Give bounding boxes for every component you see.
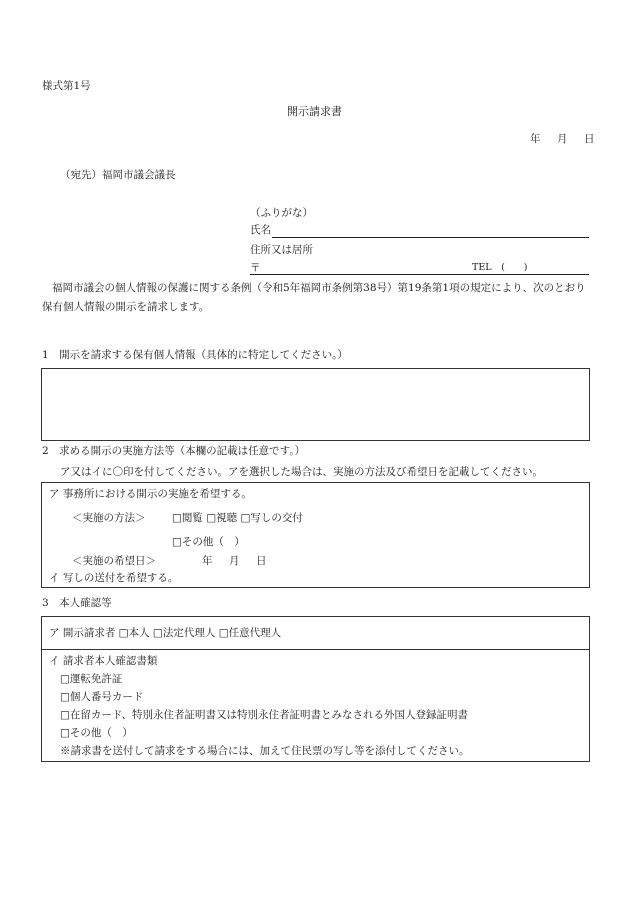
name-label: 氏名 [250, 224, 271, 236]
intro-paragraph: 福岡市議会の個人情報の保護に関する条例（令和5年福岡市条例第38号）第19条第1項の規定により、次のとおり保有個人情報の開示を請求します。 [42, 282, 586, 313]
id-doc-item[interactable]: □運転免許証 [60, 673, 123, 685]
identity-divider [42, 649, 589, 650]
option-a[interactable]: ア 事務所における開示の実施を希望する。 [49, 488, 252, 500]
requester-type[interactable]: ア 開示請求者 □本人 □法定代理人 □任意代理人 [49, 627, 282, 639]
address-field[interactable] [250, 274, 589, 275]
id-doc-item[interactable]: □その他（ ） [60, 727, 133, 739]
address-label: 住所又は居所 [250, 244, 313, 256]
identity-box [41, 616, 590, 762]
id-docs-heading: イ 請求者本人確認書類 [49, 655, 158, 667]
section1-heading: 1 開示を請求する保有個人情報（具体的に特定してください。） [42, 349, 348, 361]
option-i[interactable]: イ 写しの送付を希望する。 [49, 572, 179, 584]
page-title: 開示請求書 [287, 105, 342, 118]
method-other[interactable]: □その他（ ） [172, 536, 245, 548]
date-line: 年 月 日 [530, 133, 598, 145]
section2-heading: 2 求める開示の実施方法等（本欄の記載は任意です。） [42, 445, 306, 457]
method-box [41, 482, 590, 588]
postal-mark: 〒 [250, 262, 261, 274]
form-number: 様式第1号 [42, 80, 91, 92]
tel-label: TEL ( ) [472, 262, 528, 273]
furigana-label: （ふりがな） [250, 207, 313, 219]
method-options[interactable]: □閲覧 □視聴 □写しの交付 [172, 512, 303, 524]
addressee: （宛先）福岡市議会議長 [60, 169, 176, 181]
method-label: ＜実施の方法＞ [72, 512, 146, 524]
section3-heading: 3 本人確認等 [42, 597, 112, 609]
id-doc-item[interactable]: □個人番号カード [60, 691, 144, 703]
date-label: ＜実施の希望日＞ [72, 555, 156, 567]
id-doc-item[interactable]: □在留カード、特別永住者証明書又は特別永住者証明書とみなされる外国人登録証明書 [60, 709, 468, 721]
attachment-note: ※請求書を送付して請求をする場合には、加えて住民票の写し等を添付してください。 [60, 745, 470, 757]
requested-info-box[interactable] [41, 368, 590, 441]
desired-date[interactable]: 年 月 日 [202, 555, 270, 567]
name-field[interactable] [272, 237, 589, 238]
section2-instruction: ア又はイに〇印を付してください。アを選択した場合は、実施の方法及び希望日を記載してください。 [60, 466, 543, 478]
